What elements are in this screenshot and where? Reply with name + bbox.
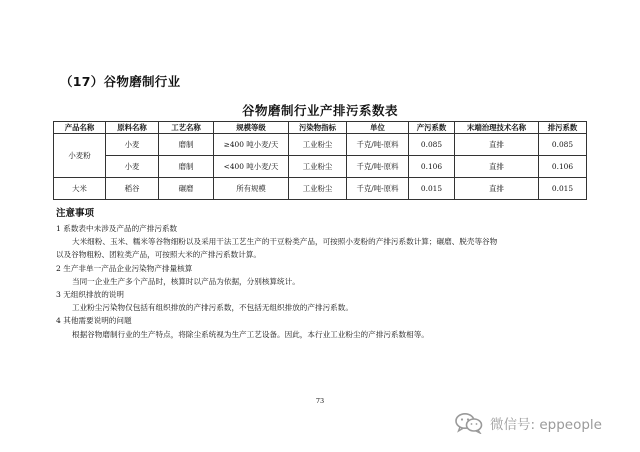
table-row (54, 156, 587, 178)
unit-cell: 千克/吨-原料 (347, 178, 409, 200)
pollutant-cell: 工业粉尘 (289, 134, 347, 156)
watermark (454, 412, 602, 434)
generation-factor-cell: 0.085 (409, 134, 455, 156)
col-header: 末端治理技术名称 (455, 122, 539, 134)
scale-cell: 所有规模 (214, 178, 289, 200)
treatment-cell: 直排 (455, 178, 539, 200)
col-header: 规模等级 (214, 122, 289, 134)
product-cell: 小麦粉 (54, 134, 106, 178)
note-body: 大米细粉、玉米、糯米等谷物细粉以及采用干法工艺生产的干豆粉类产品，可按照小麦粉的产排污系数计算；碾磨、脱壳等谷物 (72, 237, 498, 247)
discharge-factor-cell: 0.085 (539, 134, 587, 156)
scale-cell: ≥400 吨小麦/天 (214, 134, 289, 156)
material-cell: 小麦 (106, 156, 159, 178)
col-header: 产品名称 (54, 122, 106, 134)
process-cell: 碾磨 (159, 178, 214, 200)
page-number: 73 (315, 397, 325, 405)
product-cell: 大米 (54, 178, 106, 200)
generation-factor-cell: 0.015 (409, 178, 455, 200)
treatment-cell: 直排 (455, 156, 539, 178)
generation-factor-cell: 0.106 (409, 156, 455, 178)
notes-heading: 注意事项 (56, 208, 95, 219)
pollutant-cell: 工业粉尘 (289, 156, 347, 178)
col-header: 原料名称 (106, 122, 159, 134)
note-body: 根据谷物磨制行业的生产特点，将除尘系统视为生产工艺设备。因此，本行业工业粉尘的产排污系数相等。 (72, 329, 429, 339)
unit-cell: 千克/吨-原料 (347, 134, 409, 156)
section-title: （17）谷物磨制行业 (60, 74, 181, 89)
note-body: 以及谷物粗粉、团粒类产品，可按照大米的产排污系数计算。 (56, 250, 262, 260)
material-cell: 稻谷 (106, 178, 159, 200)
wechat-icon (454, 412, 484, 434)
discharge-factor-cell: 0.015 (539, 178, 587, 200)
note-title: 2 生产非单一产品企业污染物产排量核算 (56, 263, 193, 273)
emission-factor-table (53, 121, 587, 200)
discharge-factor-cell: 0.106 (539, 156, 587, 178)
table-header-row (54, 122, 587, 134)
note-title: 4 其他需要说明的问题 (56, 316, 132, 326)
table-row (54, 134, 587, 156)
process-cell: 磨制 (159, 134, 214, 156)
col-header: 排污系数 (539, 122, 587, 134)
note-body: 工业粉尘污染物仅包括有组织排放的产排污系数，不包括无组织排放的产排污系数。 (72, 303, 353, 313)
treatment-cell: 直排 (455, 134, 539, 156)
note-title: 1 系数表中未涉及产品的产排污系数 (56, 224, 178, 233)
table-title: 谷物磨制行业产排污系数表 (241, 103, 398, 118)
notes-list (56, 222, 596, 341)
process-cell: 磨制 (159, 156, 214, 178)
note-title: 3 无组织排放的说明 (56, 290, 124, 300)
scale-cell: <400 吨小麦/天 (214, 156, 289, 178)
table-row (54, 178, 587, 200)
watermark-text: 微信号: eppeople (490, 417, 602, 433)
note-body: 当同一企业生产多个产品时，核算时以产品为依据，分别核算统计。 (72, 276, 300, 286)
col-header: 产污系数 (409, 122, 455, 134)
material-cell: 小麦 (106, 134, 159, 156)
unit-cell: 千克/吨-原料 (347, 156, 409, 178)
col-header: 工艺名称 (159, 122, 214, 134)
col-header: 污染物指标 (289, 122, 347, 134)
pollutant-cell: 工业粉尘 (289, 178, 347, 200)
col-header: 单位 (347, 122, 409, 134)
